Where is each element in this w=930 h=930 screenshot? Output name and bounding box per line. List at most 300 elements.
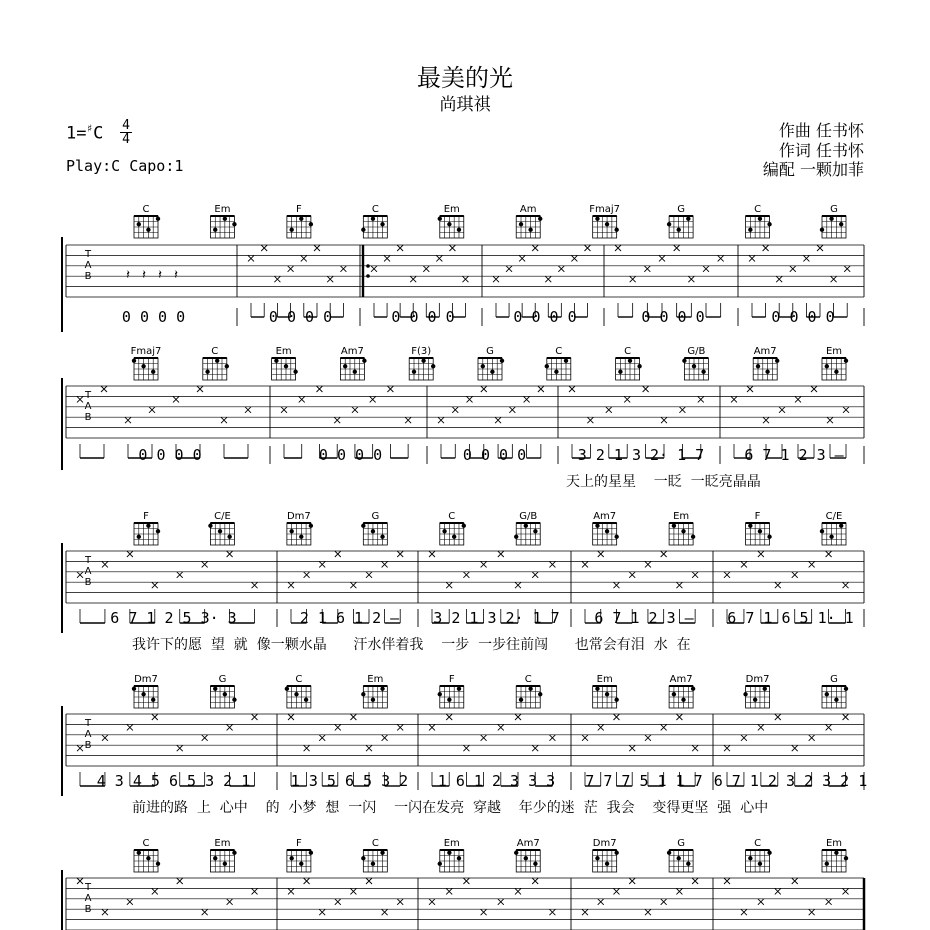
- chord-name: C: [142, 204, 150, 215]
- strum-x: [127, 551, 133, 557]
- strum-x: [809, 735, 815, 741]
- tab-clef-b: B: [84, 271, 92, 282]
- jianpu-measure: 0 0 0 0: [462, 446, 527, 464]
- strum-x: [288, 888, 294, 894]
- strum-x: [498, 724, 504, 730]
- strum-x: [569, 386, 575, 392]
- strum-x: [102, 909, 108, 915]
- lyric-line: 天上的星星 一眨 一眨亮晶晶: [566, 474, 761, 490]
- strum-x: [643, 386, 649, 392]
- chord-diagram-f: [134, 511, 160, 545]
- strum-x: [125, 417, 131, 423]
- finger-dot: [775, 359, 779, 363]
- finger-dot: [554, 370, 558, 374]
- strum-x: [809, 909, 815, 915]
- finger-dot: [672, 692, 676, 696]
- strum-x: [304, 572, 310, 578]
- chord-diagram-em: [593, 674, 619, 708]
- finger-dot: [681, 698, 685, 702]
- strum-x: [644, 266, 650, 272]
- jianpu-measure: 6 7 1 2 5 3· 3: [110, 609, 237, 627]
- finger-dot: [299, 535, 303, 539]
- strum-x: [545, 276, 551, 282]
- jianpu-measure: 7 7 7 5 1 1 7: [585, 772, 703, 790]
- finger-dot: [156, 217, 160, 221]
- repeat-dot: [366, 264, 370, 268]
- chord-diagram-c: [746, 204, 772, 238]
- strum-x: [779, 407, 785, 413]
- chord-name: C: [524, 674, 532, 685]
- strum-x: [446, 888, 452, 894]
- strum-x: [703, 266, 709, 272]
- chord-diagram-c: [361, 838, 387, 872]
- strum-x: [366, 878, 372, 884]
- finger-dot: [146, 228, 150, 232]
- chord-name: C/E: [825, 511, 843, 522]
- finger-dot: [533, 529, 537, 533]
- chord-name: Dm7: [745, 674, 770, 685]
- strum-x: [692, 572, 698, 578]
- strum-x: [248, 255, 254, 261]
- strum-x: [724, 878, 730, 884]
- finger-dot: [285, 687, 289, 691]
- strum-x: [676, 888, 682, 894]
- strum-x: [790, 266, 796, 272]
- chord-diagram-am7: [753, 346, 779, 380]
- strum-x: [792, 572, 798, 578]
- chord-diagram-g-b: [514, 511, 540, 545]
- strum-x: [795, 396, 801, 402]
- finger-dot: [274, 359, 278, 363]
- strum-x: [319, 561, 325, 567]
- strum-x: [352, 407, 358, 413]
- finger-dot: [758, 862, 762, 866]
- finger-dot: [218, 529, 222, 533]
- strum-x: [532, 878, 538, 884]
- chord-diagram-am7: [340, 346, 366, 380]
- finger-dot: [514, 851, 518, 855]
- finger-dot: [137, 222, 141, 226]
- strum-x: [384, 255, 390, 261]
- finger-dot: [672, 524, 676, 528]
- strum-x: [495, 417, 501, 423]
- strum-x: [177, 878, 183, 884]
- finger-dot: [500, 359, 504, 363]
- time-top: 4: [122, 118, 130, 133]
- chord-name: F: [296, 204, 302, 215]
- chord-diagram-am7: [593, 511, 619, 545]
- chord-diagram-c: [203, 346, 229, 380]
- strum-x: [481, 386, 487, 392]
- strum-x: [77, 572, 83, 578]
- chord-diagram-c: [516, 674, 542, 708]
- strum-x: [515, 714, 521, 720]
- finger-dot: [371, 529, 375, 533]
- strum-x: [676, 714, 682, 720]
- jianpu-measure: 6 7 1 2 3 —: [744, 446, 844, 464]
- finger-dot: [756, 364, 760, 368]
- chord-name: C: [555, 346, 563, 357]
- finger-dot: [677, 228, 681, 232]
- strum-x: [817, 245, 823, 251]
- finger-dot: [820, 529, 824, 533]
- strum-x: [763, 245, 769, 251]
- strum-x: [741, 909, 747, 915]
- strum-x: [288, 582, 294, 588]
- strum-x: [370, 396, 376, 402]
- strum-x: [532, 572, 538, 578]
- strum-x: [319, 909, 325, 915]
- jianpu-measure: 0 0 0 0: [513, 308, 577, 326]
- chord-name: Em: [825, 346, 843, 357]
- finger-dot: [361, 228, 365, 232]
- chord-diagram-f: [287, 204, 313, 238]
- strum-x: [340, 266, 346, 272]
- finger-dot: [457, 687, 461, 691]
- strum-x: [436, 255, 442, 261]
- finger-dot: [438, 862, 442, 866]
- chord-diagram-g: [361, 511, 387, 545]
- strum-x: [679, 407, 685, 413]
- strum-x: [844, 266, 850, 272]
- strum-x: [227, 551, 233, 557]
- strum-x: [463, 745, 469, 751]
- chord-diagram-am7: [514, 838, 540, 872]
- finger-dot: [293, 370, 297, 374]
- finger-dot: [682, 359, 686, 363]
- chord-diagram-g-b: [682, 346, 708, 380]
- finger-dot: [137, 535, 141, 539]
- finger-dot: [844, 359, 848, 363]
- strum-x: [661, 417, 667, 423]
- chord-diagram-g: [667, 204, 693, 238]
- strum-x: [177, 572, 183, 578]
- strum-x: [202, 735, 208, 741]
- chord-name: Am7: [669, 674, 693, 685]
- chord-name: G: [371, 511, 380, 522]
- chord-diagram-em: [438, 838, 464, 872]
- jianpu-measure: 2 1 6 1 2 —: [299, 609, 400, 627]
- tab-clef-a: A: [84, 729, 92, 740]
- strum-x: [532, 245, 538, 251]
- finger-dot: [146, 524, 150, 528]
- chord-name: G: [677, 204, 685, 215]
- strum-x: [462, 276, 468, 282]
- finger-dot: [156, 529, 160, 533]
- chord-diagram-fmaj7: [131, 346, 162, 380]
- jianpu-measure: 0 0 0 0: [391, 308, 455, 326]
- jianpu-measure: 0 0 0 0: [318, 446, 383, 464]
- chord-name: C/E: [214, 511, 231, 522]
- finger-dot: [362, 359, 366, 363]
- chord-diagram-c: [134, 838, 160, 872]
- chord-name: G: [830, 204, 838, 215]
- finger-dot: [545, 364, 549, 368]
- strum-x: [741, 735, 747, 741]
- strum-x: [688, 276, 694, 282]
- finger-dot: [595, 524, 599, 528]
- jianpu-measure: 0 0 0 0: [771, 308, 835, 326]
- finger-dot: [618, 370, 622, 374]
- strum-x: [524, 396, 530, 402]
- jianpu-measure: 3 2 1 3 2· 1 7: [433, 609, 560, 627]
- finger-dot: [299, 862, 303, 866]
- finger-dot: [309, 851, 313, 855]
- finger-dot: [767, 535, 771, 539]
- strum-x: [481, 735, 487, 741]
- chord-diagram-f: [287, 838, 313, 872]
- chord-diagram-f-3-: [409, 346, 435, 380]
- finger-dot: [767, 851, 771, 855]
- rest-mark: 𝄽: [158, 268, 162, 283]
- strum-x: [366, 572, 372, 578]
- strum-x: [304, 878, 310, 884]
- finger-dot: [748, 228, 752, 232]
- finger-dot: [141, 364, 145, 368]
- strum-x: [463, 572, 469, 578]
- chord-diagram-c-e: [820, 511, 846, 545]
- jianpu-measure: 0 0 0 0: [641, 308, 705, 326]
- strum-x: [102, 561, 108, 567]
- strum-x: [366, 745, 372, 751]
- finger-dot: [844, 687, 848, 691]
- finger-dot: [834, 370, 838, 374]
- finger-dot: [447, 851, 451, 855]
- strum-x: [350, 582, 356, 588]
- chord-diagram-c: [616, 346, 642, 380]
- finger-dot: [533, 862, 537, 866]
- strum-x: [101, 386, 107, 392]
- chord-name: G/B: [519, 511, 538, 522]
- strum-x: [843, 888, 849, 894]
- finger-dot: [452, 535, 456, 539]
- strum-x: [803, 255, 809, 261]
- finger-dot: [595, 687, 599, 691]
- strum-x: [245, 407, 251, 413]
- strum-x: [334, 417, 340, 423]
- finger-dot: [595, 856, 599, 860]
- finger-dot: [380, 222, 384, 226]
- finger-dot: [829, 217, 833, 221]
- finger-dot: [614, 228, 618, 232]
- strum-x: [826, 551, 832, 557]
- strum-x: [152, 582, 158, 588]
- strum-x: [387, 386, 393, 392]
- jianpu-measure: 0 0 0 0: [138, 446, 202, 464]
- strum-x: [288, 714, 294, 720]
- strum-x: [776, 276, 782, 282]
- jianpu-measure: 6 7 1 6 5 1· 1: [727, 609, 854, 627]
- strum-x: [661, 724, 667, 730]
- finger-dot: [213, 687, 217, 691]
- chord-name: C: [754, 204, 762, 215]
- strum-x: [152, 888, 158, 894]
- chord-name: G: [218, 674, 227, 685]
- finger-dot: [227, 535, 231, 539]
- strum-x: [731, 396, 737, 402]
- finger-dot: [343, 364, 347, 368]
- finger-dot: [208, 524, 212, 528]
- chord-name: Dm7: [134, 674, 158, 685]
- key-note: C: [93, 123, 104, 144]
- finger-dot: [223, 217, 227, 221]
- finger-dot: [361, 692, 365, 696]
- finger-dot: [758, 217, 762, 221]
- lyric-line: 前进的路 上 心中 的 小梦 想 一闪 一闪在发亮 穿越 年少的迷 茫 我会 变得更坚 强 心中: [132, 800, 769, 816]
- strum-x: [661, 551, 667, 557]
- chord-diagram-c: [440, 511, 466, 545]
- finger-dot: [748, 524, 752, 528]
- strum-x: [152, 714, 158, 720]
- arranger-credit: 编配 一颗加菲: [762, 160, 864, 179]
- jianpu-measure: 6 7 1 2 3 —: [594, 609, 694, 627]
- finger-dot: [213, 228, 217, 232]
- finger-dot: [686, 862, 690, 866]
- sharp-sign: ♯: [86, 122, 94, 135]
- finger-dot: [438, 692, 442, 696]
- chord-name: Em: [367, 674, 384, 685]
- finger-dot: [371, 862, 375, 866]
- finger-dot: [447, 698, 451, 702]
- strum-x: [221, 417, 227, 423]
- rest-mark: 𝄽: [126, 268, 130, 283]
- finger-dot: [825, 692, 829, 696]
- strum-x: [718, 255, 724, 261]
- strum-x: [429, 899, 435, 905]
- strum-x: [481, 561, 487, 567]
- strum-x: [724, 745, 730, 751]
- jianpu-measure: 1 6 1 2 3 3 3: [437, 772, 556, 790]
- strum-x: [549, 909, 555, 915]
- finger-dot: [614, 698, 618, 702]
- finger-dot: [834, 851, 838, 855]
- strum-x: [429, 551, 435, 557]
- strum-x: [127, 899, 133, 905]
- finger-dot: [457, 228, 461, 232]
- finger-dot: [844, 856, 848, 860]
- strum-x: [397, 551, 403, 557]
- strum-x: [645, 735, 651, 741]
- strum-x: [202, 561, 208, 567]
- chord-name: Em: [275, 346, 292, 357]
- strum-x: [749, 255, 755, 261]
- chord-name: Fmaj7: [130, 346, 162, 357]
- chord-diagram-f: [438, 674, 464, 708]
- strum-x: [676, 582, 682, 588]
- tab-clef-a: A: [84, 401, 92, 412]
- finger-dot: [215, 359, 219, 363]
- tab-clef-b: B: [84, 904, 92, 915]
- strum-x: [598, 724, 604, 730]
- strum-x: [758, 551, 764, 557]
- tab-clef-t: T: [84, 555, 92, 566]
- strum-x: [102, 735, 108, 741]
- play-capo: Play:C Capo:1: [66, 157, 184, 175]
- finger-dot: [442, 529, 446, 533]
- finger-dot: [284, 364, 288, 368]
- strum-x: [449, 245, 455, 251]
- finger-dot: [834, 698, 838, 702]
- chord-name: F: [296, 838, 302, 849]
- strum-x: [624, 396, 630, 402]
- chord-diagram-dm7: [743, 674, 769, 708]
- chord-diagram-g: [210, 674, 236, 708]
- finger-dot: [156, 862, 160, 866]
- finger-dot: [289, 856, 293, 860]
- song-title: 最美的光: [417, 64, 513, 92]
- strum-x: [763, 417, 769, 423]
- strum-x: [446, 582, 452, 588]
- strum-x: [630, 276, 636, 282]
- tab-clef-t: T: [84, 390, 92, 401]
- finger-dot: [691, 687, 695, 691]
- finger-dot: [748, 856, 752, 860]
- finger-dot: [743, 692, 747, 696]
- strum-x: [584, 245, 590, 251]
- strum-x: [613, 714, 619, 720]
- strum-x: [467, 396, 473, 402]
- strum-x: [493, 276, 499, 282]
- chord-diagram-em: [361, 674, 387, 708]
- chord-name: F: [754, 511, 761, 522]
- strum-x: [77, 396, 83, 402]
- strum-x: [197, 386, 203, 392]
- strum-x: [498, 899, 504, 905]
- strum-x: [692, 878, 698, 884]
- chord-name: G: [677, 838, 685, 849]
- finger-dot: [309, 524, 313, 528]
- finger-dot: [223, 862, 227, 866]
- strum-x: [77, 745, 83, 751]
- chord-diagram-em: [210, 838, 236, 872]
- strum-x: [410, 276, 416, 282]
- finger-dot: [225, 364, 229, 368]
- finger-dot: [825, 862, 829, 866]
- finger-dot: [686, 217, 690, 221]
- tab-clef-t: T: [84, 249, 92, 260]
- finger-dot: [232, 698, 236, 702]
- strum-x: [558, 266, 564, 272]
- strum-x: [335, 551, 341, 557]
- jianpu-measure: 1 3 5 6 5 3 2: [290, 772, 409, 790]
- finger-dot: [462, 524, 466, 528]
- strum-x: [674, 245, 680, 251]
- strum-x: [316, 386, 322, 392]
- strum-x: [481, 909, 487, 915]
- tab-clef-t: T: [84, 882, 92, 893]
- finger-dot: [481, 364, 485, 368]
- finger-dot: [528, 687, 532, 691]
- chord-name: Am7: [593, 511, 617, 522]
- chord-diagram-g: [667, 838, 693, 872]
- finger-dot: [151, 698, 155, 702]
- strum-x: [509, 407, 515, 413]
- chord-diagram-em: [272, 346, 298, 380]
- strum-x: [327, 276, 333, 282]
- chord-diagram-em: [210, 204, 236, 238]
- strum-x: [423, 266, 429, 272]
- strum-x: [831, 276, 837, 282]
- strum-x: [397, 899, 403, 905]
- strum-x: [698, 396, 704, 402]
- finger-dot: [141, 692, 145, 696]
- finger-dot: [490, 370, 494, 374]
- strum-x: [77, 878, 83, 884]
- finger-dot: [289, 228, 293, 232]
- strum-x: [127, 724, 133, 730]
- finger-dot: [595, 217, 599, 221]
- strum-x: [661, 899, 667, 905]
